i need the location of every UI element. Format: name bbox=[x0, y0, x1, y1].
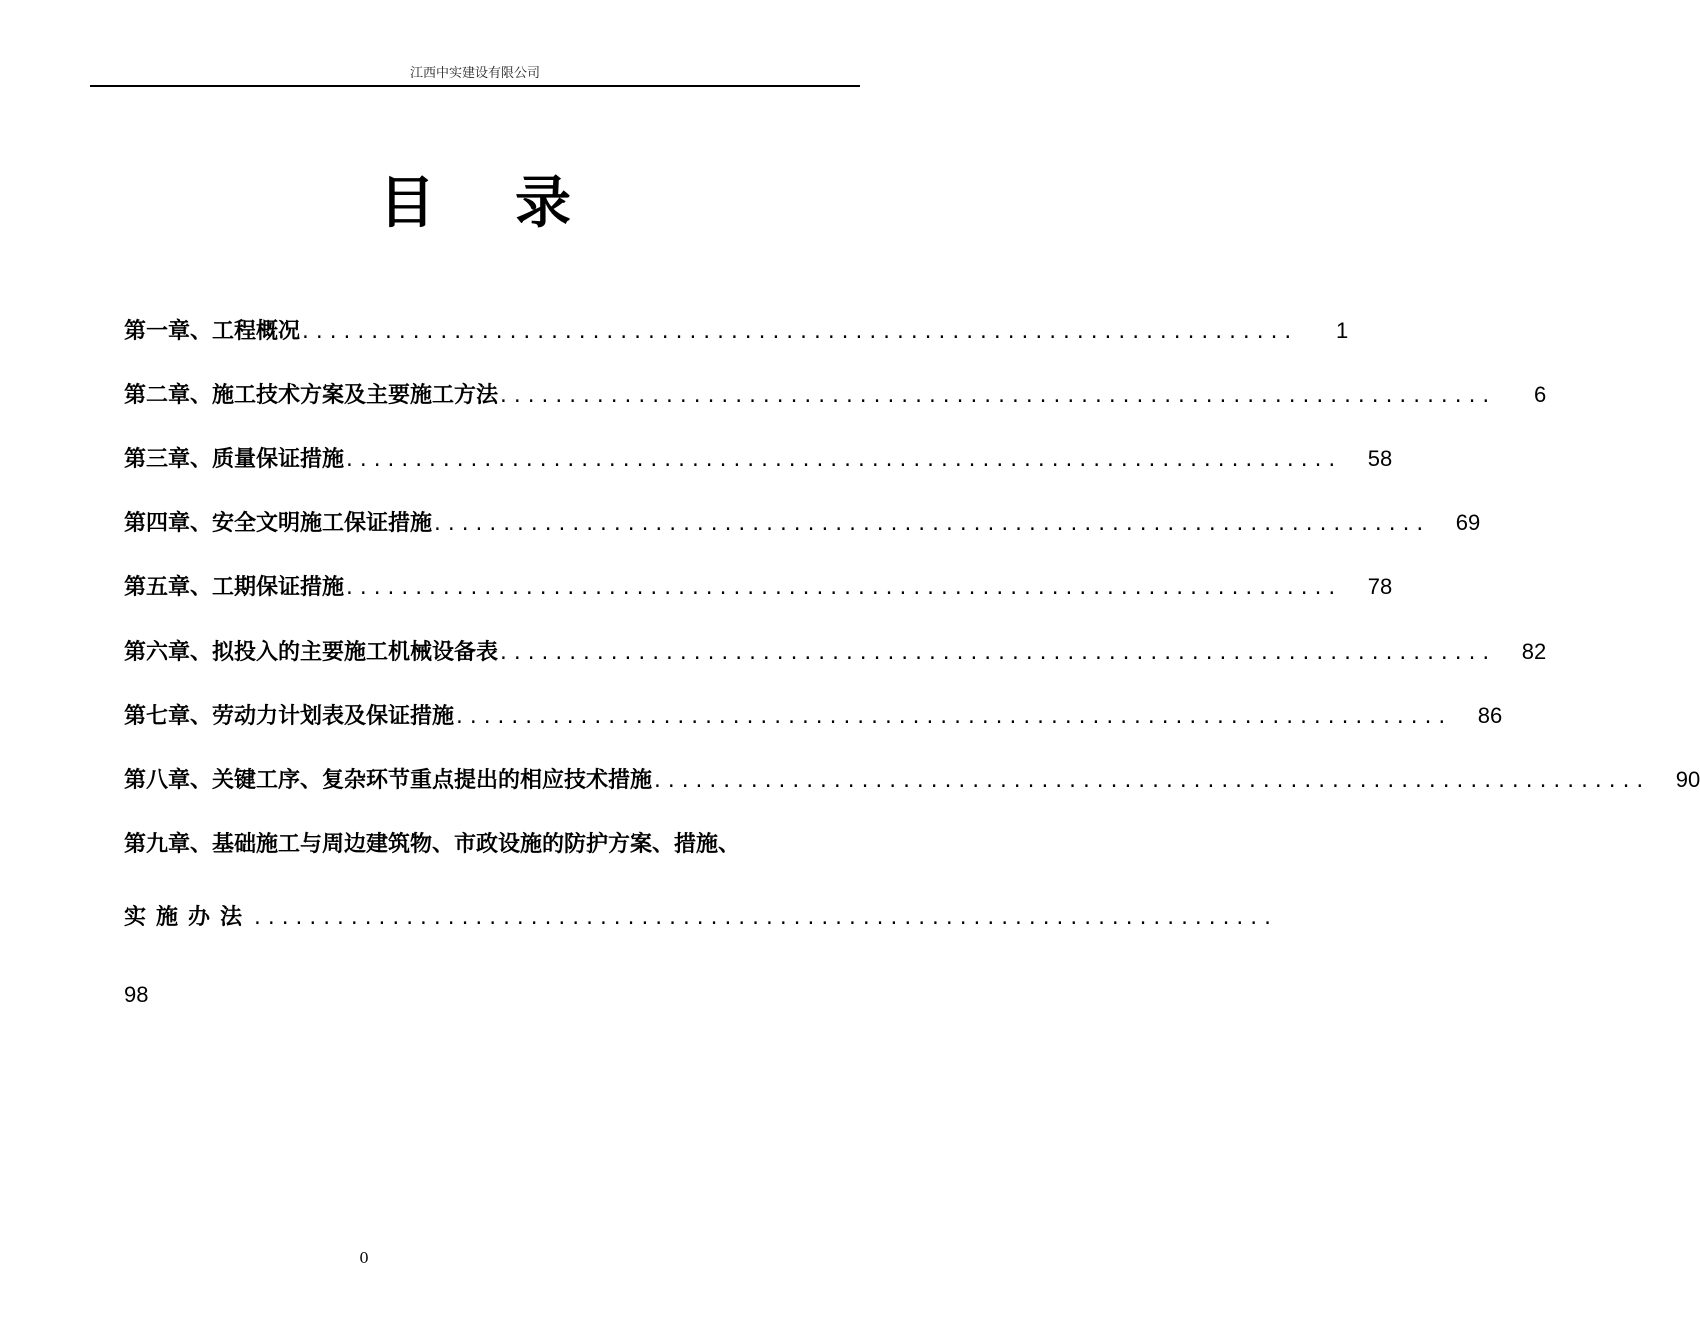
toc-entry-label: 第八章、关键工序、复杂环节重点提出的相应技术措施 bbox=[124, 768, 653, 793]
toc-dot-leader: ........................................................................ bbox=[300, 322, 1297, 343]
toc-entry-label: 第四章、安全文明施工保证措施 bbox=[124, 511, 433, 536]
toc-dot-leader: ........................................................................ bbox=[344, 450, 1341, 471]
toc-entry-label: 第二章、施工技术方案及主要施工方法 bbox=[124, 383, 499, 408]
toc-dot-leader: ........................................................................ bbox=[652, 771, 1649, 792]
toc-entry-5[interactable] bbox=[124, 571, 1393, 603]
toc-entry-7[interactable] bbox=[124, 700, 1503, 732]
toc-entry-9-line2[interactable] bbox=[124, 902, 1276, 935]
toc-entry-label: 第五章、工期保证措施 bbox=[124, 575, 345, 600]
toc-entry-label: 第一章、工程概况 bbox=[124, 319, 301, 344]
page-title: 目录 bbox=[379, 171, 651, 236]
toc-entry-label: 第七章、劳动力计划表及保证措施 bbox=[124, 704, 455, 729]
toc-entry-page: 86 bbox=[1477, 703, 1503, 728]
toc-entry-page: 1 bbox=[1336, 318, 1349, 343]
toc-entry-9-page: 98 bbox=[124, 982, 149, 1007]
toc-dot-leader: ........................................................................ bbox=[498, 386, 1495, 407]
toc-dot-leader: ........................................................................ bbox=[344, 578, 1341, 599]
toc-entry-9-line1[interactable]: 第九章、基础施工与周边建筑物、市政设施的防护方案、措施、 bbox=[124, 832, 741, 857]
header-divider bbox=[90, 85, 860, 87]
toc-entry-1[interactable] bbox=[124, 315, 1349, 347]
toc-entry-page: 69 bbox=[1455, 510, 1481, 535]
page-header-company: 江西中实建设有限公司 bbox=[409, 66, 540, 81]
toc-dot-leader: .......................................................................... bbox=[252, 908, 1276, 929]
footer-page-number: 0 bbox=[359, 1249, 369, 1267]
toc-entry-6[interactable] bbox=[124, 636, 1547, 668]
toc-dot-leader: ........................................................................ bbox=[432, 514, 1429, 535]
toc-entry-page: 78 bbox=[1367, 574, 1393, 599]
toc-dot-leader: ........................................................................ bbox=[454, 707, 1451, 728]
toc-entry-label: 实施办法 bbox=[124, 905, 253, 930]
toc-entry-page: 58 bbox=[1367, 446, 1393, 471]
toc-entry-page: 90 bbox=[1675, 767, 1700, 792]
toc-entry-page: 6 bbox=[1534, 382, 1547, 407]
toc-entry-8[interactable] bbox=[124, 764, 1700, 796]
toc-entry-4[interactable] bbox=[124, 507, 1481, 539]
toc-entry-label: 第三章、质量保证措施 bbox=[124, 447, 345, 472]
toc-entry-3[interactable] bbox=[124, 443, 1393, 475]
toc-dot-leader: ........................................................................ bbox=[498, 643, 1495, 664]
toc-entry-label: 第六章、拟投入的主要施工机械设备表 bbox=[124, 640, 499, 665]
toc-entry-page: 82 bbox=[1521, 639, 1547, 664]
toc-entry-2[interactable] bbox=[124, 379, 1547, 411]
